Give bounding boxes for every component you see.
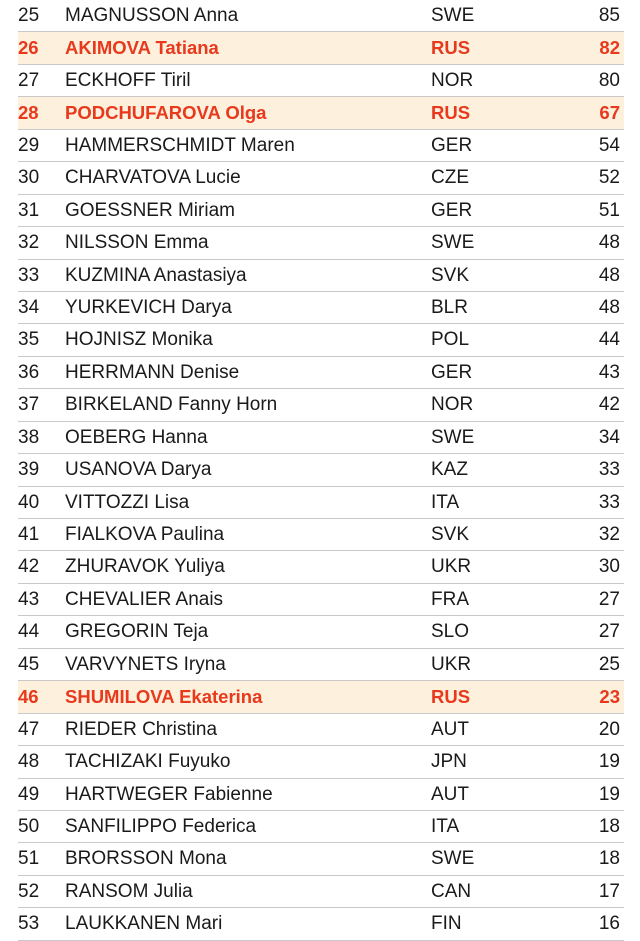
table-row — [18, 616, 624, 648]
highlighted-table-row — [18, 32, 624, 64]
rank-cell: 31 — [18, 199, 40, 221]
rank-cell: 32 — [18, 232, 40, 254]
table-row — [18, 584, 624, 616]
rank-cell: 43 — [18, 588, 40, 610]
table-row — [18, 357, 624, 389]
nation-cell: CZE — [431, 167, 469, 189]
nation-cell: GER — [431, 199, 473, 221]
rank-cell: 44 — [18, 621, 40, 643]
points-cell: 42 — [598, 394, 620, 416]
points-cell: 48 — [598, 296, 620, 318]
athlete-name-cell: BRORSSON Mona — [65, 848, 227, 870]
table-row — [18, 389, 624, 421]
table-row — [18, 908, 624, 940]
points-cell: 18 — [598, 848, 620, 870]
nation-cell: FRA — [431, 588, 469, 610]
rank-cell: 35 — [18, 329, 40, 351]
table-row — [18, 195, 624, 227]
table-row — [18, 454, 624, 486]
athlete-name-cell: YURKEVICH Darya — [65, 296, 232, 318]
table-row — [18, 292, 624, 324]
athlete-name-cell: TACHIZAKI Fuyuko — [65, 751, 231, 773]
nation-cell: RUS — [431, 686, 471, 708]
nation-cell: SWE — [431, 5, 475, 26]
rank-cell: 51 — [18, 848, 40, 870]
athlete-name-cell: HAMMERSCHMIDT Maren — [65, 134, 295, 156]
rank-cell: 28 — [18, 102, 39, 124]
rank-cell: 37 — [18, 394, 40, 416]
points-cell: 44 — [598, 329, 620, 351]
table-row — [18, 714, 624, 746]
nation-cell: AUT — [431, 783, 469, 805]
athlete-name-cell: CHEVALIER Anais — [65, 588, 224, 610]
nation-cell: GER — [431, 361, 473, 383]
rank-cell: 26 — [18, 37, 39, 59]
points-cell: 16 — [598, 913, 620, 935]
nation-cell: BLR — [431, 296, 468, 318]
points-cell: 18 — [598, 815, 620, 837]
rank-cell: 38 — [18, 426, 40, 448]
athlete-name-cell: RIEDER Christina — [65, 718, 218, 740]
rank-cell: 46 — [18, 686, 39, 708]
table-row — [18, 0, 624, 32]
nation-cell: AUT — [431, 718, 469, 740]
athlete-name-cell: OEBERG Hanna — [65, 426, 208, 448]
points-cell: 20 — [598, 718, 620, 740]
nation-cell: NOR — [431, 69, 474, 91]
nation-cell: UKR — [431, 556, 472, 578]
nation-cell: RUS — [431, 37, 471, 59]
rank-cell: 36 — [18, 361, 40, 383]
points-cell: 23 — [599, 686, 620, 708]
nation-cell: KAZ — [431, 459, 468, 481]
athlete-name-cell: HARTWEGER Fabienne — [65, 783, 273, 805]
nation-cell: RUS — [431, 102, 471, 124]
points-cell: 48 — [598, 264, 620, 286]
points-cell: 51 — [598, 199, 620, 221]
table-row — [18, 876, 624, 908]
rank-cell: 45 — [18, 653, 40, 675]
table-row — [18, 519, 624, 551]
table-row — [18, 422, 624, 454]
nation-cell: SVK — [431, 524, 470, 545]
athlete-name-cell: GREGORIN Teja — [65, 621, 209, 643]
athlete-name-cell: HOJNISZ Monika — [65, 329, 213, 351]
points-cell: 34 — [598, 426, 620, 448]
rank-cell: 34 — [18, 296, 40, 318]
standings-table — [18, 0, 624, 941]
athlete-name-cell: VITTOZZI Lisa — [65, 491, 190, 513]
athlete-name-cell: LAUKKANEN Mari — [65, 913, 223, 935]
athlete-name-cell: VARVYNETS Iryna — [65, 653, 226, 675]
rank-cell: 39 — [18, 459, 40, 481]
athlete-name-cell: USANOVA Darya — [65, 459, 212, 481]
table-row — [18, 324, 624, 356]
table-row — [18, 779, 624, 811]
athlete-name-cell: PODCHUFAROVA Olga — [65, 102, 267, 124]
table-row — [18, 746, 624, 778]
table-row — [18, 227, 624, 259]
table-row — [18, 811, 624, 843]
points-cell: 19 — [598, 751, 620, 773]
points-cell: 17 — [598, 880, 620, 902]
athlete-name-cell: AKIMOVA Tatiana — [65, 37, 219, 59]
nation-cell: SWE — [431, 848, 475, 870]
points-cell: 19 — [598, 783, 620, 805]
nation-cell: JPN — [431, 751, 467, 773]
points-cell: 82 — [599, 37, 620, 59]
athlete-name-cell: SHUMILOVA Ekaterina — [65, 686, 263, 708]
table-row — [18, 130, 624, 162]
table-row — [18, 260, 624, 292]
athlete-name-cell: NILSSON Emma — [65, 232, 209, 254]
rank-cell: 49 — [18, 783, 40, 805]
nation-cell: POL — [431, 329, 470, 351]
nation-cell: SWE — [431, 426, 475, 448]
nation-cell: ITA — [431, 815, 460, 837]
rank-cell: 48 — [18, 751, 40, 773]
nation-cell: SVK — [431, 264, 470, 286]
table-row — [18, 843, 624, 875]
table-row — [18, 65, 624, 97]
athlete-name-cell: ZHURAVOK Yuliya — [65, 556, 225, 578]
rank-cell: 27 — [18, 69, 40, 91]
nation-cell: NOR — [431, 394, 474, 416]
rank-cell: 30 — [18, 167, 40, 189]
table-row — [18, 649, 624, 681]
athlete-name-cell: GOESSNER Miriam — [65, 199, 235, 221]
table-row — [18, 551, 624, 583]
points-cell: 33 — [598, 459, 620, 481]
points-cell: 33 — [598, 491, 620, 513]
rank-cell: 40 — [18, 491, 40, 513]
nation-cell: GER — [431, 134, 473, 156]
nation-cell: SLO — [431, 621, 470, 643]
rank-cell: 29 — [18, 134, 40, 156]
points-cell: 80 — [598, 69, 620, 91]
highlighted-table-row — [18, 681, 624, 713]
athlete-name-cell: RANSOM Julia — [65, 880, 193, 902]
rank-cell: 42 — [18, 556, 40, 578]
rank-cell: 52 — [18, 880, 40, 902]
points-cell: 54 — [598, 134, 620, 156]
points-cell: 25 — [598, 653, 620, 675]
rank-cell: 25 — [18, 5, 40, 26]
points-cell: 43 — [598, 361, 620, 383]
athlete-name-cell: HERRMANN Denise — [65, 361, 240, 383]
athlete-name-cell: FIALKOVA Paulina — [65, 524, 225, 545]
nation-cell: UKR — [431, 653, 472, 675]
points-cell: 67 — [599, 102, 620, 124]
points-cell: 30 — [598, 556, 620, 578]
rank-cell: 33 — [18, 264, 40, 286]
highlighted-table-row — [18, 97, 624, 129]
athlete-name-cell: CHARVATOVA Lucie — [65, 167, 241, 189]
nation-cell: CAN — [431, 880, 472, 902]
points-cell: 27 — [598, 588, 620, 610]
athlete-name-cell: BIRKELAND Fanny Horn — [65, 394, 278, 416]
points-cell: 32 — [598, 524, 620, 545]
rank-cell: 41 — [18, 524, 40, 545]
athlete-name-cell: KUZMINA Anastasiya — [65, 264, 247, 286]
rank-cell: 50 — [18, 815, 40, 837]
rank-cell: 47 — [18, 718, 40, 740]
table-row — [18, 162, 624, 194]
points-cell: 48 — [598, 232, 620, 254]
points-cell: 52 — [598, 167, 620, 189]
points-cell: 27 — [598, 621, 620, 643]
rank-cell: 53 — [18, 913, 40, 935]
athlete-name-cell: ECKHOFF Tiril — [65, 69, 191, 91]
points-cell: 85 — [598, 5, 620, 26]
nation-cell: FIN — [431, 913, 462, 935]
table-row — [18, 487, 624, 519]
nation-cell: SWE — [431, 232, 475, 254]
athlete-name-cell: MAGNUSSON Anna — [65, 5, 239, 26]
nation-cell: ITA — [431, 491, 460, 513]
athlete-name-cell: SANFILIPPO Federica — [65, 815, 257, 837]
